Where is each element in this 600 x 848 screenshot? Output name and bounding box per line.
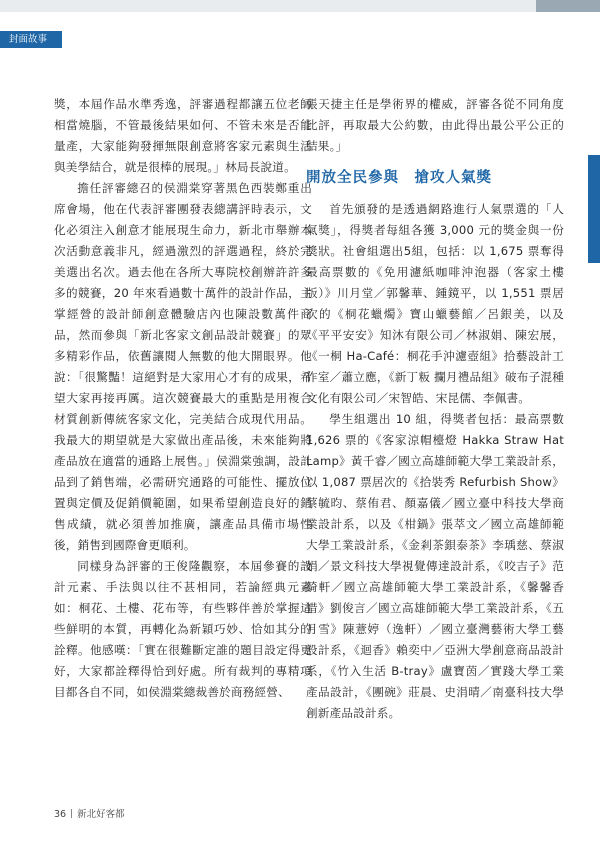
body-paragraph: 張天捷主任是學術界的權威，評審各從不同角度比評，再取最大公約數，由此得出最公平公正的結果。」 (306, 97, 564, 153)
page-number: 36 (54, 809, 67, 820)
body-paragraph: 獎，本屆作品水準秀逸，評審過程都讓五位老師相當燒腦，不管最後結果如何、不管未來是否能量產，大家能夠發揮無限創意將客家元素與生活與美學結合，就是很棒的展現。」林局長說道。 (54, 97, 312, 174)
body-paragraph: 同樣身為評審的王俊隆觀察，本屆參賽的設計元素、手法與以往不甚相同，若論經典元素如：桐花、土樓、花布等，有些夥伴善於掌握這些鮮明的本質，再轉化為新穎巧妙、恰如其分的詮釋。他感嘆：「實在很難斷定誰的題目設定得更好，大家都詮釋得恰到好處。所有裁判的專精項目都各自不同，如侯淵棠總裁善於商務經營、 (54, 559, 312, 699)
top-band (0, 0, 600, 12)
publication-name: 新北好客都 (77, 809, 125, 820)
body-paragraph: 擔任評審總召的侯淵棠穿著黑色西裝鄭重出席會場，他在代表評審團發表總講評時表示，文化必須注入創意才能展現生命力，新北市舉辦本次活動意義非凡，經過激烈的評選過程，終於完美選出名次。過去他在各所大專院校創辦許許多多的競賽，20 年來看過數十萬件的設計作品，主掌經營的設計師創意體驗店內也陳設數萬件商品，然而參與「新北客家文創品設計競賽」的眾多精彩作品，依舊讓閱人無數的他大開眼界。他說：「很驚豔！這絕對是大家用心才有的成果，希望大家再接再厲。這次競賽最大的重點是用複合材質創新傳統客家文化，完美結合成現代用品。我最大的期望就是大家做出產品後，未來能夠將產品放在適當的通路上展售。」侯淵棠強調，設計品到了銷售端，必需研究通路的可能性、擺放位置與定價及促銷價範圍，如果希望創造良好的銷售成績，就必須善加推廣，讓產品具備市場性後，銷售到國際會更順利。 (54, 181, 312, 552)
body-paragraph: 首先頒發的是透過網路進行人氣票選的「人氣獎」，得獎者每組各獲 3,000 元的獎金與一份獎狀。社會組選出5組，包括：以 1,675 票奪得最高票數的《免用濾紙咖啡沖泡器（客家土樓版）》川月堂／郭馨華、鍾鏡平，以 1,551 票居次的《桐花蠟燭》寶山蠟藝館／呂銀美，以及《平平安安》知沐有限公司／林淑娟、陳宏展，《一桐 Ha-Café：桐花手沖濾壺組》拾藝設計工作室／蕭立應，《新丁粄 攔月禮品組》破布子混種文化有限公司／宋智皓、宋昆儒、李佩書。 (306, 202, 564, 405)
body-paragraph: 學生組選出 10 組，得獎者包括：最高票數 1,626 票的《客家涼帽檯燈 Hakka Straw Hat Lamp》黃千睿／國立高雄師範大學工業設計系，以 1,087 票居次的《拾裝秀 Refurbish Show》蔡毓昀、蔡侑君、顏嘉儀／國立臺中科技大學商業設計系，以及《柑鍋》張萃文／國立高雄師範大學工業設計系，《金剎茶鋇泰茶》李瑀慈、蔡淑娟／景文科技大學視覺傳達設計系，《咬吉子》范綺軒／國立高雄師範大學工業設計系，《馨馨香惜》劉俊言／國立高雄師範大學工業設計系，《五月雪》陳薏婷（逸軒）／國立臺灣藝術大學工藝設計系，《迴香》賴奕中／亞洲大學創意商品設計系，《竹入生活 B-tray》盧寶茵／實踐大學工業產品設計，《團碗》莊晨、史涓晴／南臺科技大學創新產品設計系。 (306, 412, 564, 720)
footer-divider (71, 809, 72, 818)
right-column (306, 94, 564, 724)
left-column (54, 94, 312, 703)
side-color-strip (588, 155, 600, 263)
section-subheading: 開放全民參與 搶攻人氣獎 (306, 170, 492, 186)
page-footer (54, 806, 125, 820)
top-band-edge (536, 0, 600, 12)
section-label: 封面故事 (0, 31, 62, 48)
